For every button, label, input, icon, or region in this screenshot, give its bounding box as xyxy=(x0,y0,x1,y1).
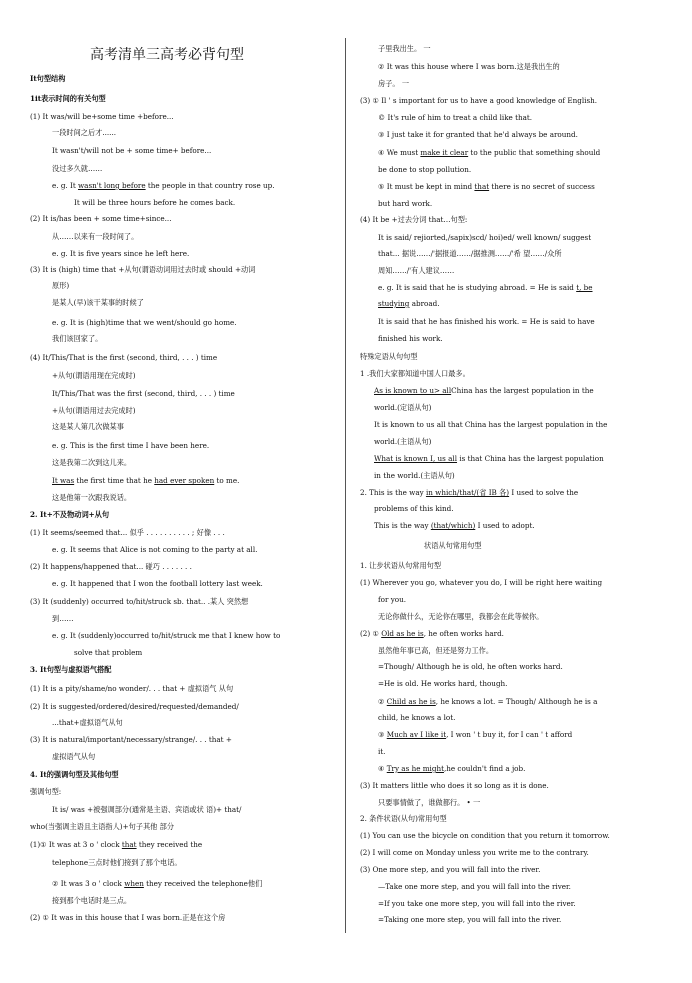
text-span: (1) Wherever you go, whatever you do, I will be right here waiting xyxy=(360,578,603,587)
text-span: ② It was 3 o ' clock xyxy=(52,879,125,888)
text-line xyxy=(30,562,192,572)
page-title: 高考清单三高考必背句型 xyxy=(90,47,244,63)
text-span: (1)① It was at 3 o ' clock xyxy=(30,840,122,849)
text-span: 这是我第二次到这儿来。 xyxy=(52,458,132,467)
text-span: the first time that he xyxy=(74,476,155,485)
text-span: 虚拟语气从句 xyxy=(52,752,96,761)
text-line xyxy=(378,233,591,243)
text-span: problems of this kind. xyxy=(374,504,454,513)
text-line xyxy=(360,488,578,498)
text-line xyxy=(52,752,95,762)
text-span: —Take one more step, and you will fall into the river. xyxy=(378,882,571,891)
text-line xyxy=(360,781,549,791)
text-span: that... 据说……/'据报道……/据推测……/'希 望……/众所 xyxy=(378,249,562,258)
text-line xyxy=(30,597,248,607)
text-span: be done to stop pollution. xyxy=(378,165,472,174)
text-line xyxy=(52,298,144,308)
text-span: 1. 让步状语从句常用句型 xyxy=(360,561,442,570)
text-span: but hard work. xyxy=(378,199,433,208)
text-line xyxy=(374,437,431,447)
text-span: (3) ① Il ' s important for us to have a good knowledge of English. xyxy=(360,96,598,105)
text-line xyxy=(360,814,447,824)
text-span: 这是某人第几次做某事 xyxy=(52,422,124,431)
underlined-text: Old as he is xyxy=(381,629,424,638)
underlined-text: studying xyxy=(378,299,410,308)
text-span: 到…… xyxy=(52,614,74,623)
text-line xyxy=(378,79,409,89)
text-span: (2) ① xyxy=(360,629,382,638)
text-line xyxy=(30,770,119,780)
text-line xyxy=(30,913,225,923)
text-line xyxy=(30,510,109,520)
text-line xyxy=(378,662,563,672)
text-line xyxy=(30,787,61,797)
text-line xyxy=(30,684,233,694)
text-line xyxy=(424,541,482,551)
text-span: (2) It happens/happened that... 碰巧 . . . . . . . xyxy=(30,562,192,571)
text-line xyxy=(360,215,467,225)
text-span: =He is old. He works hard, though. xyxy=(378,679,508,688)
text-line xyxy=(52,879,262,889)
text-line xyxy=(52,406,136,416)
text-span: , I won ' t buy it, for I can ' t afford xyxy=(446,730,573,739)
underlined-text: What is known I, us all xyxy=(374,454,458,463)
text-span: 特殊定语从句句型 xyxy=(360,352,418,361)
text-line xyxy=(378,283,593,293)
underlined-text: Child as he is xyxy=(386,697,436,706)
text-line xyxy=(30,702,239,712)
text-line xyxy=(52,858,182,868)
text-span: (3) It matters little who does it so long as it is done. xyxy=(360,781,549,790)
text-line xyxy=(374,504,454,514)
text-line xyxy=(30,265,255,275)
text-line xyxy=(52,164,102,174)
text-span: 2. 条件状语(从句)常用句型 xyxy=(360,814,447,823)
text-span: world.(定语从句) xyxy=(374,403,432,412)
text-line xyxy=(378,612,543,622)
text-line xyxy=(378,182,595,192)
text-span: ③ xyxy=(378,730,387,739)
underlined-text: in which/that/(省 IB 各) xyxy=(425,488,510,497)
text-span: who(当强调主语且主语指人)+句子其他 部分 xyxy=(30,822,175,831)
text-span: 子里我出生。 一 xyxy=(378,44,431,53)
text-span: (2) It is/has been + some time+since... xyxy=(30,214,172,223)
text-line xyxy=(378,798,480,808)
text-line xyxy=(360,831,610,841)
underlined-text: t, be xyxy=(576,283,593,292)
text-span: (2) I will come on Monday unless you write me to the contrary. xyxy=(360,848,589,857)
text-span: the people in that country rose up. xyxy=(145,181,275,190)
text-line xyxy=(52,318,237,328)
text-line xyxy=(378,882,571,892)
text-line xyxy=(30,735,232,745)
text-line xyxy=(378,697,597,707)
text-line xyxy=(378,317,595,327)
text-line xyxy=(378,679,507,689)
underlined-text: Try as he might xyxy=(386,764,444,773)
text-line xyxy=(378,130,578,140)
text-span: (1) It is a pity/shame/no wonder/. . . that + 虚拟语气 从句 xyxy=(30,684,234,693)
text-line xyxy=(74,198,235,208)
text-line xyxy=(360,578,602,588)
text-span: 房子。 一 xyxy=(378,79,410,88)
text-line xyxy=(360,96,597,106)
text-line xyxy=(52,614,74,624)
text-line xyxy=(74,648,142,658)
text-span: +从句(谓语用过去完成时) xyxy=(52,406,136,415)
text-span: (2) It is suggested/ordered/desired/requested/demanded/ xyxy=(30,702,239,711)
text-span: world.(主语从句) xyxy=(374,437,432,446)
text-span: 原形) xyxy=(52,281,70,290)
text-span: e. g. It (suddenly)occurred to/hit/struck me that I knew how to xyxy=(52,631,281,640)
text-line xyxy=(52,579,263,589)
text-span: telephone三点时他们接到了那个电话。 xyxy=(52,858,182,867)
text-span: to me. xyxy=(214,476,240,485)
text-line xyxy=(52,334,102,344)
text-span: 这是他第一次跟我说话。 xyxy=(52,493,132,502)
text-line xyxy=(378,165,471,175)
text-span: 状语从句常用句型 xyxy=(424,541,482,550)
text-line xyxy=(378,266,454,276)
text-span: I used to solve the xyxy=(509,488,579,497)
text-line xyxy=(360,848,589,858)
text-span: it. xyxy=(378,747,386,756)
text-line xyxy=(378,44,431,54)
text-span: finished his work. xyxy=(378,334,443,343)
text-span: e. g. It seems that Alice is not coming to the party at all. xyxy=(52,545,258,554)
text-line xyxy=(30,112,174,122)
text-line xyxy=(378,595,406,605)
text-line xyxy=(30,353,217,363)
text-span: =Though/ Although he is old, he often works hard. xyxy=(378,662,563,671)
text-span: 从……以来有一段时间了。 xyxy=(52,232,139,241)
text-span: 一段时间之后才...... xyxy=(52,128,117,137)
text-span: in the world.(主语从句) xyxy=(374,471,455,480)
text-line xyxy=(30,840,202,850)
text-line xyxy=(52,805,241,815)
text-span: (3) It is natural/important/necessary/strange/. . . that + xyxy=(30,735,232,744)
text-line xyxy=(378,730,572,740)
underlined-text: that xyxy=(121,840,137,849)
text-line xyxy=(378,764,525,774)
text-line xyxy=(52,493,131,503)
text-line xyxy=(378,899,576,909)
text-line xyxy=(52,181,275,191)
text-line xyxy=(30,94,106,104)
text-line xyxy=(378,334,443,344)
text-line xyxy=(52,631,280,641)
text-line xyxy=(360,561,441,571)
text-span: ,he couldn't find a job. xyxy=(443,764,526,773)
text-span: +从句(谓语用现在完成时) xyxy=(52,371,136,380)
underlined-text: Much av I like it xyxy=(386,730,447,739)
text-span: It is known to us all that China has the largest population in the xyxy=(374,420,608,429)
text-line xyxy=(374,454,604,464)
text-span: 1 .我们大家都知道中国人口最多。 xyxy=(360,369,470,378)
text-span: is that China has the largest population xyxy=(457,454,604,463)
text-line xyxy=(360,352,418,362)
text-span: (4) It/This/That is the first (second, third, . . . ) time xyxy=(30,353,218,362)
text-span: It is said that he has finished his work. = He is said to have xyxy=(378,317,595,326)
text-span: there is no secret of success xyxy=(489,182,595,191)
text-line xyxy=(374,420,607,430)
text-line xyxy=(52,458,131,468)
text-span: solve that problem xyxy=(74,648,143,657)
text-line xyxy=(52,128,116,138)
text-span: ...that+虚拟语气从句 xyxy=(52,718,123,727)
text-line xyxy=(52,441,209,451)
underlined-text: (that/which) xyxy=(430,521,476,530)
text-span: (2) ① It was in this house that I was born.正是在这个房 xyxy=(30,913,226,922)
text-span: 我们该回家了。 xyxy=(52,334,103,343)
text-line xyxy=(52,371,136,381)
text-span: China has the largest population in the xyxy=(451,386,594,395)
text-span: ④ xyxy=(378,764,387,773)
text-line xyxy=(374,521,535,531)
text-line xyxy=(378,299,440,309)
text-span: 2. This is the way xyxy=(360,488,426,497)
text-span: for you. xyxy=(378,595,407,604)
text-line xyxy=(52,281,69,291)
text-line xyxy=(30,665,111,675)
text-span: , he often works hard. xyxy=(423,629,504,638)
text-span: =If you take one more step, you will fall into the river. xyxy=(378,899,576,908)
text-span: (1) You can use the bicycle on condition that you return it tomorrow. xyxy=(360,831,610,840)
text-span: ③ I just take it for granted that he'd always be around. xyxy=(378,130,578,139)
text-span: ④ We must xyxy=(378,148,421,157)
text-span: © It's rule of him to treat a child like that. xyxy=(378,113,533,122)
text-line xyxy=(52,146,211,156)
text-line xyxy=(360,865,540,875)
text-span: (3) It (suddenly) occurred to/hit/struck sb. that.. .某人 突然想 xyxy=(30,597,249,606)
text-span: This is the way xyxy=(374,521,431,530)
text-line xyxy=(374,403,431,413)
text-span: 无论你做什么，无论你在哪里，我都会在此等候你。 xyxy=(378,612,544,621)
text-span: 2. It+不及物动词+从句 xyxy=(30,510,110,519)
text-line xyxy=(374,386,594,396)
text-line xyxy=(30,74,65,84)
text-span: (3) One more step, and you will fall into the river. xyxy=(360,865,541,874)
text-span: they received the telephone他们 xyxy=(143,879,263,888)
text-span: 接到那个电话时是三点。 xyxy=(52,896,132,905)
text-span: 是某人(早)该干某事的时候了 xyxy=(52,298,144,307)
underlined-text: when xyxy=(124,879,144,888)
text-span: 1it表示时间的有关句型 xyxy=(30,94,106,103)
text-span: It句型结构 xyxy=(30,74,66,83)
text-line xyxy=(378,62,560,72)
text-line xyxy=(30,214,172,224)
text-line xyxy=(378,713,455,723)
text-line xyxy=(378,249,562,259)
text-line xyxy=(378,199,432,209)
text-span: e. g. It is said that he is studying abroad. = He is said xyxy=(378,283,577,292)
text-span: (4) It be +过去分词 that…句型: xyxy=(360,215,468,224)
underlined-text: that xyxy=(474,182,490,191)
text-line xyxy=(30,822,174,832)
text-span: It/This/That was the first (second, third, . . . ) time xyxy=(52,389,235,398)
text-span: 周知……/'有人建议…… xyxy=(378,266,455,275)
text-line xyxy=(52,718,123,728)
text-span: e. g. It is five years since he left here. xyxy=(52,249,190,258)
text-span: It is/ was +被强调部分(通常是主语、宾语或状 语)+ that/ xyxy=(52,805,242,814)
text-span: abroad. xyxy=(409,299,440,308)
text-span: 只要事情做了，谁做都行。 • 一 xyxy=(378,798,481,807)
text-span: (1) It was/will be+some time +before... xyxy=(30,112,174,121)
underlined-text: had ever spoken xyxy=(154,476,215,485)
text-line xyxy=(378,915,561,925)
text-span: e. g. This is the first time I have been here. xyxy=(52,441,210,450)
text-span: (1) It seems/seemed that... 似乎 . . . . . . . . . . ; 好像 . . . xyxy=(30,528,225,537)
text-line xyxy=(52,422,124,432)
text-span: child, he knows a lot. xyxy=(378,713,456,722)
text-span: It will be three hours before he comes back. xyxy=(74,198,236,207)
text-line xyxy=(52,476,239,486)
text-span: , he knows a lot. = Though/ Although he is a xyxy=(435,697,598,706)
text-span: It wasn't/will not be + some time+ before... xyxy=(52,146,212,155)
text-line xyxy=(378,747,385,757)
text-line xyxy=(30,528,225,538)
text-span: they received the xyxy=(136,840,203,849)
text-line xyxy=(52,545,257,555)
text-span: =Taking one more step, you will fall into the river. xyxy=(378,915,562,924)
text-span: e. g. It xyxy=(52,181,79,190)
text-span: 3. It句型与虚拟语气搭配 xyxy=(30,665,112,674)
text-span: ⑤ It must be kept in mind xyxy=(378,182,475,191)
text-line xyxy=(374,471,455,481)
text-span: 强调句型: xyxy=(30,787,62,796)
column-divider xyxy=(345,38,346,933)
text-span: to the public that something should xyxy=(468,148,601,157)
text-span: I used to adopt. xyxy=(475,521,535,530)
text-line xyxy=(378,646,493,656)
text-line xyxy=(378,148,600,158)
text-line xyxy=(360,629,504,639)
underlined-text: wasn't long before xyxy=(78,181,146,190)
text-span: e. g. It is (high)time that we went/should go home. xyxy=(52,318,237,327)
underlined-text: As is known to u> all xyxy=(374,386,452,395)
underlined-text: make it clear xyxy=(420,148,469,157)
text-line xyxy=(378,113,532,123)
text-span: ② xyxy=(378,697,387,706)
text-line xyxy=(52,232,138,242)
underlined-text: It was xyxy=(52,476,75,485)
text-line xyxy=(52,896,131,906)
text-span: 4. It的强调句型及其他句型 xyxy=(30,770,119,779)
text-line xyxy=(52,389,235,399)
text-span: (3) It is (high) time that +从句(谓语动词用过去时或 should +动词 xyxy=(30,265,256,274)
text-line xyxy=(52,249,189,259)
text-line xyxy=(360,369,470,379)
text-span: e. g. It happened that I won the football lottery last week. xyxy=(52,579,263,588)
text-span: 虽然他年事已高，但还是努力工作。 xyxy=(378,646,494,655)
text-span: 没过多久就…… xyxy=(52,164,103,173)
text-span: It is said/ rejiorted,/sapix)scd/ hoi)ed/ well known/ suggest xyxy=(378,233,592,242)
text-span: ② It was this house where I was born.这是我出生的 xyxy=(378,62,560,71)
